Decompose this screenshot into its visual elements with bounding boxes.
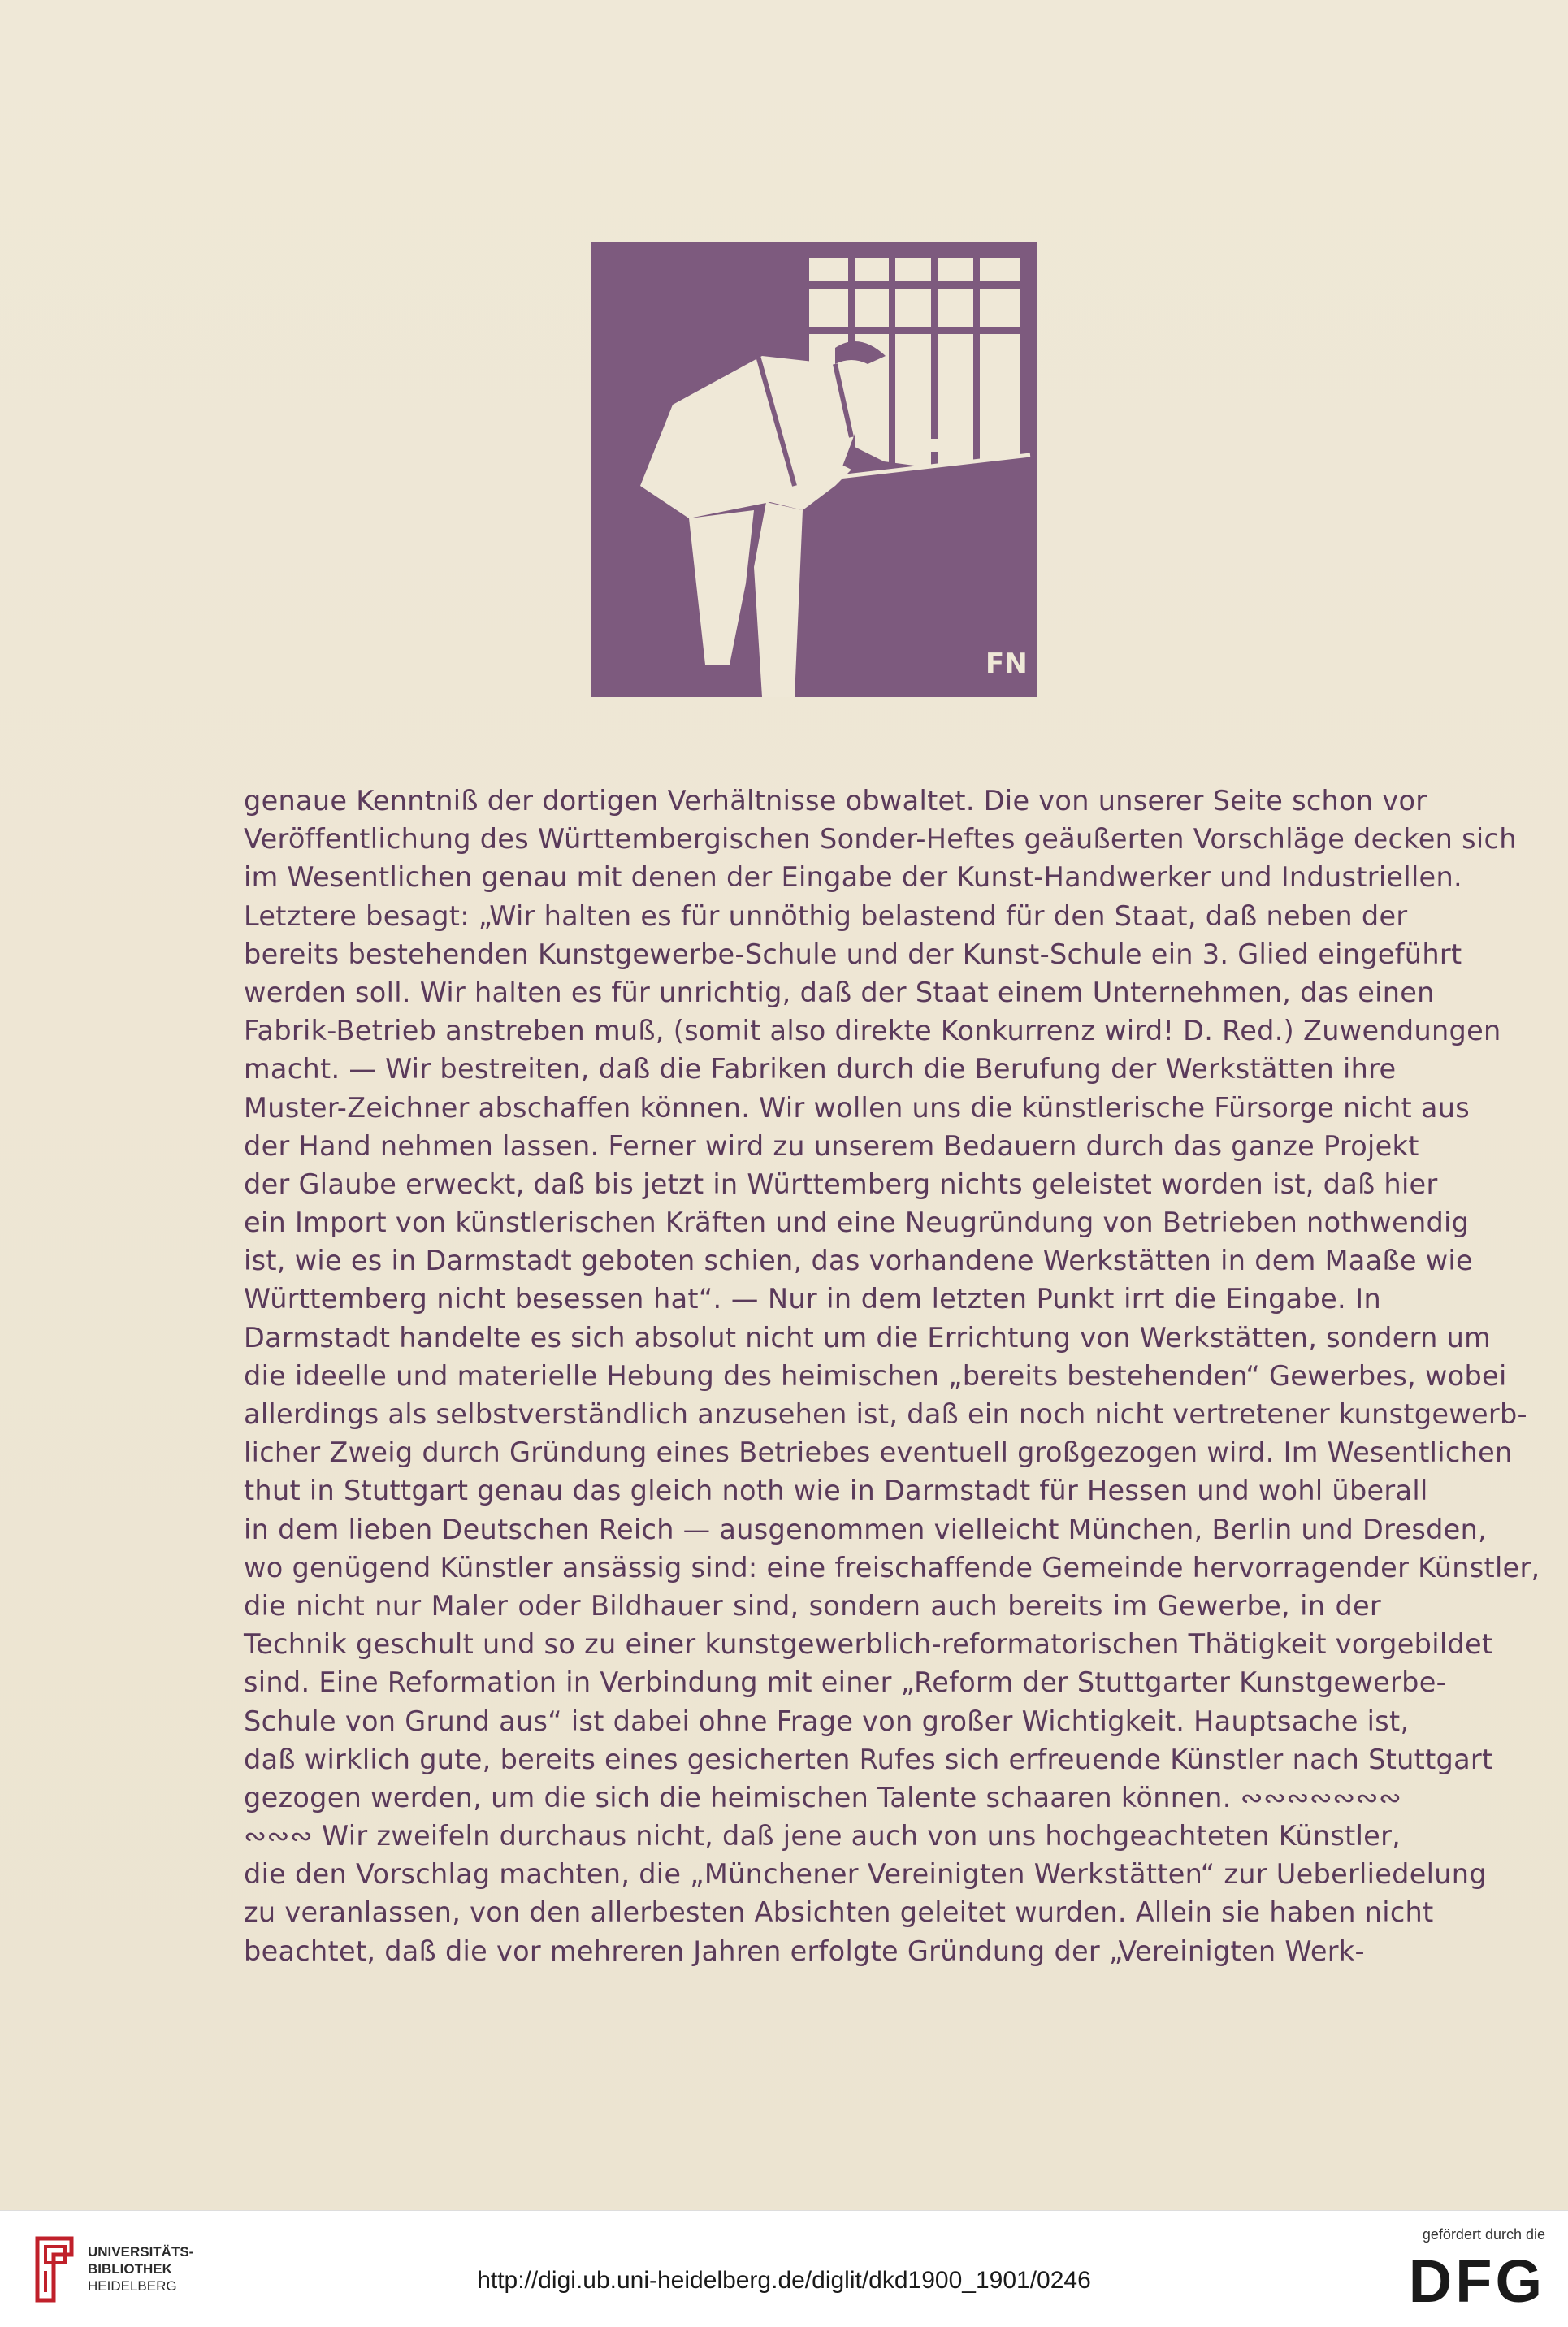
text-line: ∾∾∾ Wir zweifeln durchaus nicht, daß jene auch von uns hochgeachteten Künstler, <box>244 1820 1401 1852</box>
text-line: Fabrik-Betrieb anstreben muß, (somit also direkte Konkurrenz wird! D. Red.) Zuwendungen <box>244 1015 1501 1047</box>
text-line: Veröffentlichung des Württembergischen Sonder-Heftes geäußerten Vorschläge decken sich <box>244 823 1517 856</box>
text-line: genaue Kenntniß der dortigen Verhältnisse obwaltet. Die von unserer Seite schon vor <box>244 785 1427 817</box>
dfg-caption: gefördert durch die <box>1422 2226 1545 2242</box>
artist-monogram: FN <box>985 648 1028 680</box>
text-line: in dem lieben Deutschen Reich — ausgenommen vielleicht München, Berlin und Dresden, <box>244 1513 1488 1545</box>
text-line: allerdings als selbstverständlich anzusehen ist, daß ein noch nicht vertretener kunstgewerb- <box>244 1398 1527 1430</box>
text-line: gezogen werden, um die sich die heimischen Talente schaaren können. ∾∾∾∾∾∾∾ <box>244 1781 1402 1814</box>
inkwell <box>925 439 954 452</box>
text-line: licher Zweig durch Gründung eines Betriebes eventuell großgezogen wird. Im Wesentlichen <box>244 1436 1513 1469</box>
text-line: werden soll. Wir halten es für unrichtig, daß der Staat einem Unternehmen, das einen <box>244 976 1435 1008</box>
text-line: thut in Stuttgart genau das gleich noth wie in Darmstadt für Hessen und wohl überall <box>244 1475 1428 1507</box>
text-line: sind. Eine Reformation in Verbindung mit einer „Reform der Stuttgarter Kunstgewerbe- <box>244 1666 1446 1699</box>
text-line: zu veranlassen, von den allerbesten Absichten geleitet wurden. Allein sie haben nicht <box>244 1896 1434 1929</box>
text-line: Schule von Grund aus“ ist dabei ohne Frage von großer Wichtigkeit. Hauptsache ist, <box>244 1705 1410 1737</box>
woodcut-illustration <box>591 242 1037 697</box>
library-name-line: UNIVERSITÄTS- <box>88 2244 194 2260</box>
text-line: Letztere besagt: „Wir halten es für unnöthig belastend für den Staat, daß neben der <box>244 899 1408 932</box>
text-line: bereits bestehenden Kunstgewerbe-Schule und der Kunst-Schule ein 3. Glied eingeführt <box>244 938 1462 970</box>
text-line: der Hand nehmen lassen. Ferner wird zu unserem Bedauern durch das ganze Projekt <box>244 1129 1419 1162</box>
article-text <box>244 782 1540 1970</box>
text-line: die den Vorschlag machten, die „Münchener Vereinigten Werkstätten“ zur Ueberliedelung <box>244 1858 1487 1891</box>
text-line: ein Import von künstlerischen Kräften und eine Neugründung von Betrieben nothwendig <box>244 1207 1470 1239</box>
text-line: die nicht nur Maler oder Bildhauer sind, sondern auch bereits im Gewerbe, in der <box>244 1589 1381 1622</box>
text-line: Württemberg nicht besessen hat“. — Nur in dem letzten Punkt irrt die Eingabe. In <box>244 1283 1381 1315</box>
text-line: Muster-Zeichner abschaffen können. Wir wollen uns die künstlerische Fürsorge nicht aus <box>244 1091 1471 1124</box>
text-line: die ideelle und materielle Hebung des heimischen „bereits bestehenden“ Gewerbes, wobei <box>244 1359 1507 1392</box>
text-line: der Glaube erweckt, daß bis jetzt in Württemberg nichts geleistet worden ist, daß hier <box>244 1168 1438 1200</box>
text-line: ist, wie es in Darmstadt geboten schien, das vorhandene Werkstätten in dem Maaße wie <box>244 1245 1473 1277</box>
library-name-line: HEIDELBERG <box>88 2278 177 2294</box>
text-line: wo genügend Künstler ansässig sind: eine freischaffende Gemeinde hervorragender Künstler, <box>244 1551 1540 1584</box>
text-line: daß wirklich gute, bereits eines gesicherten Rufes sich erfreuende Künstler nach Stuttgart <box>244 1743 1493 1775</box>
text-line: Technik geschult und so zu einer kunstgewerblich-reformatorischen Thätigkeit vorgebildet <box>244 1628 1493 1661</box>
permalink-url[interactable]: http://digi.ub.uni-heidelberg.de/diglit/dkd1900_1901/0246 <box>477 2267 1091 2294</box>
dfg-logo[interactable]: DFG <box>1408 2247 1545 2315</box>
text-line: macht. — Wir bestreiten, daß die Fabriken durch die Berufung der Werkstätten ihre <box>244 1053 1397 1086</box>
text-line: beachtet, daß die vor mehreren Jahren erfolgte Gründung der „Vereinigten Werk- <box>244 1935 1365 1967</box>
text-line: Darmstadt handelte es sich absolut nicht um die Errichtung von Werkstätten, sondern um <box>244 1321 1492 1354</box>
text-line: im Wesentlichen genau mit denen der Eingabe der Kunst-Handwerker und Industriellen. <box>244 861 1462 894</box>
library-name-line: BIBLIOTHEK <box>88 2261 172 2277</box>
